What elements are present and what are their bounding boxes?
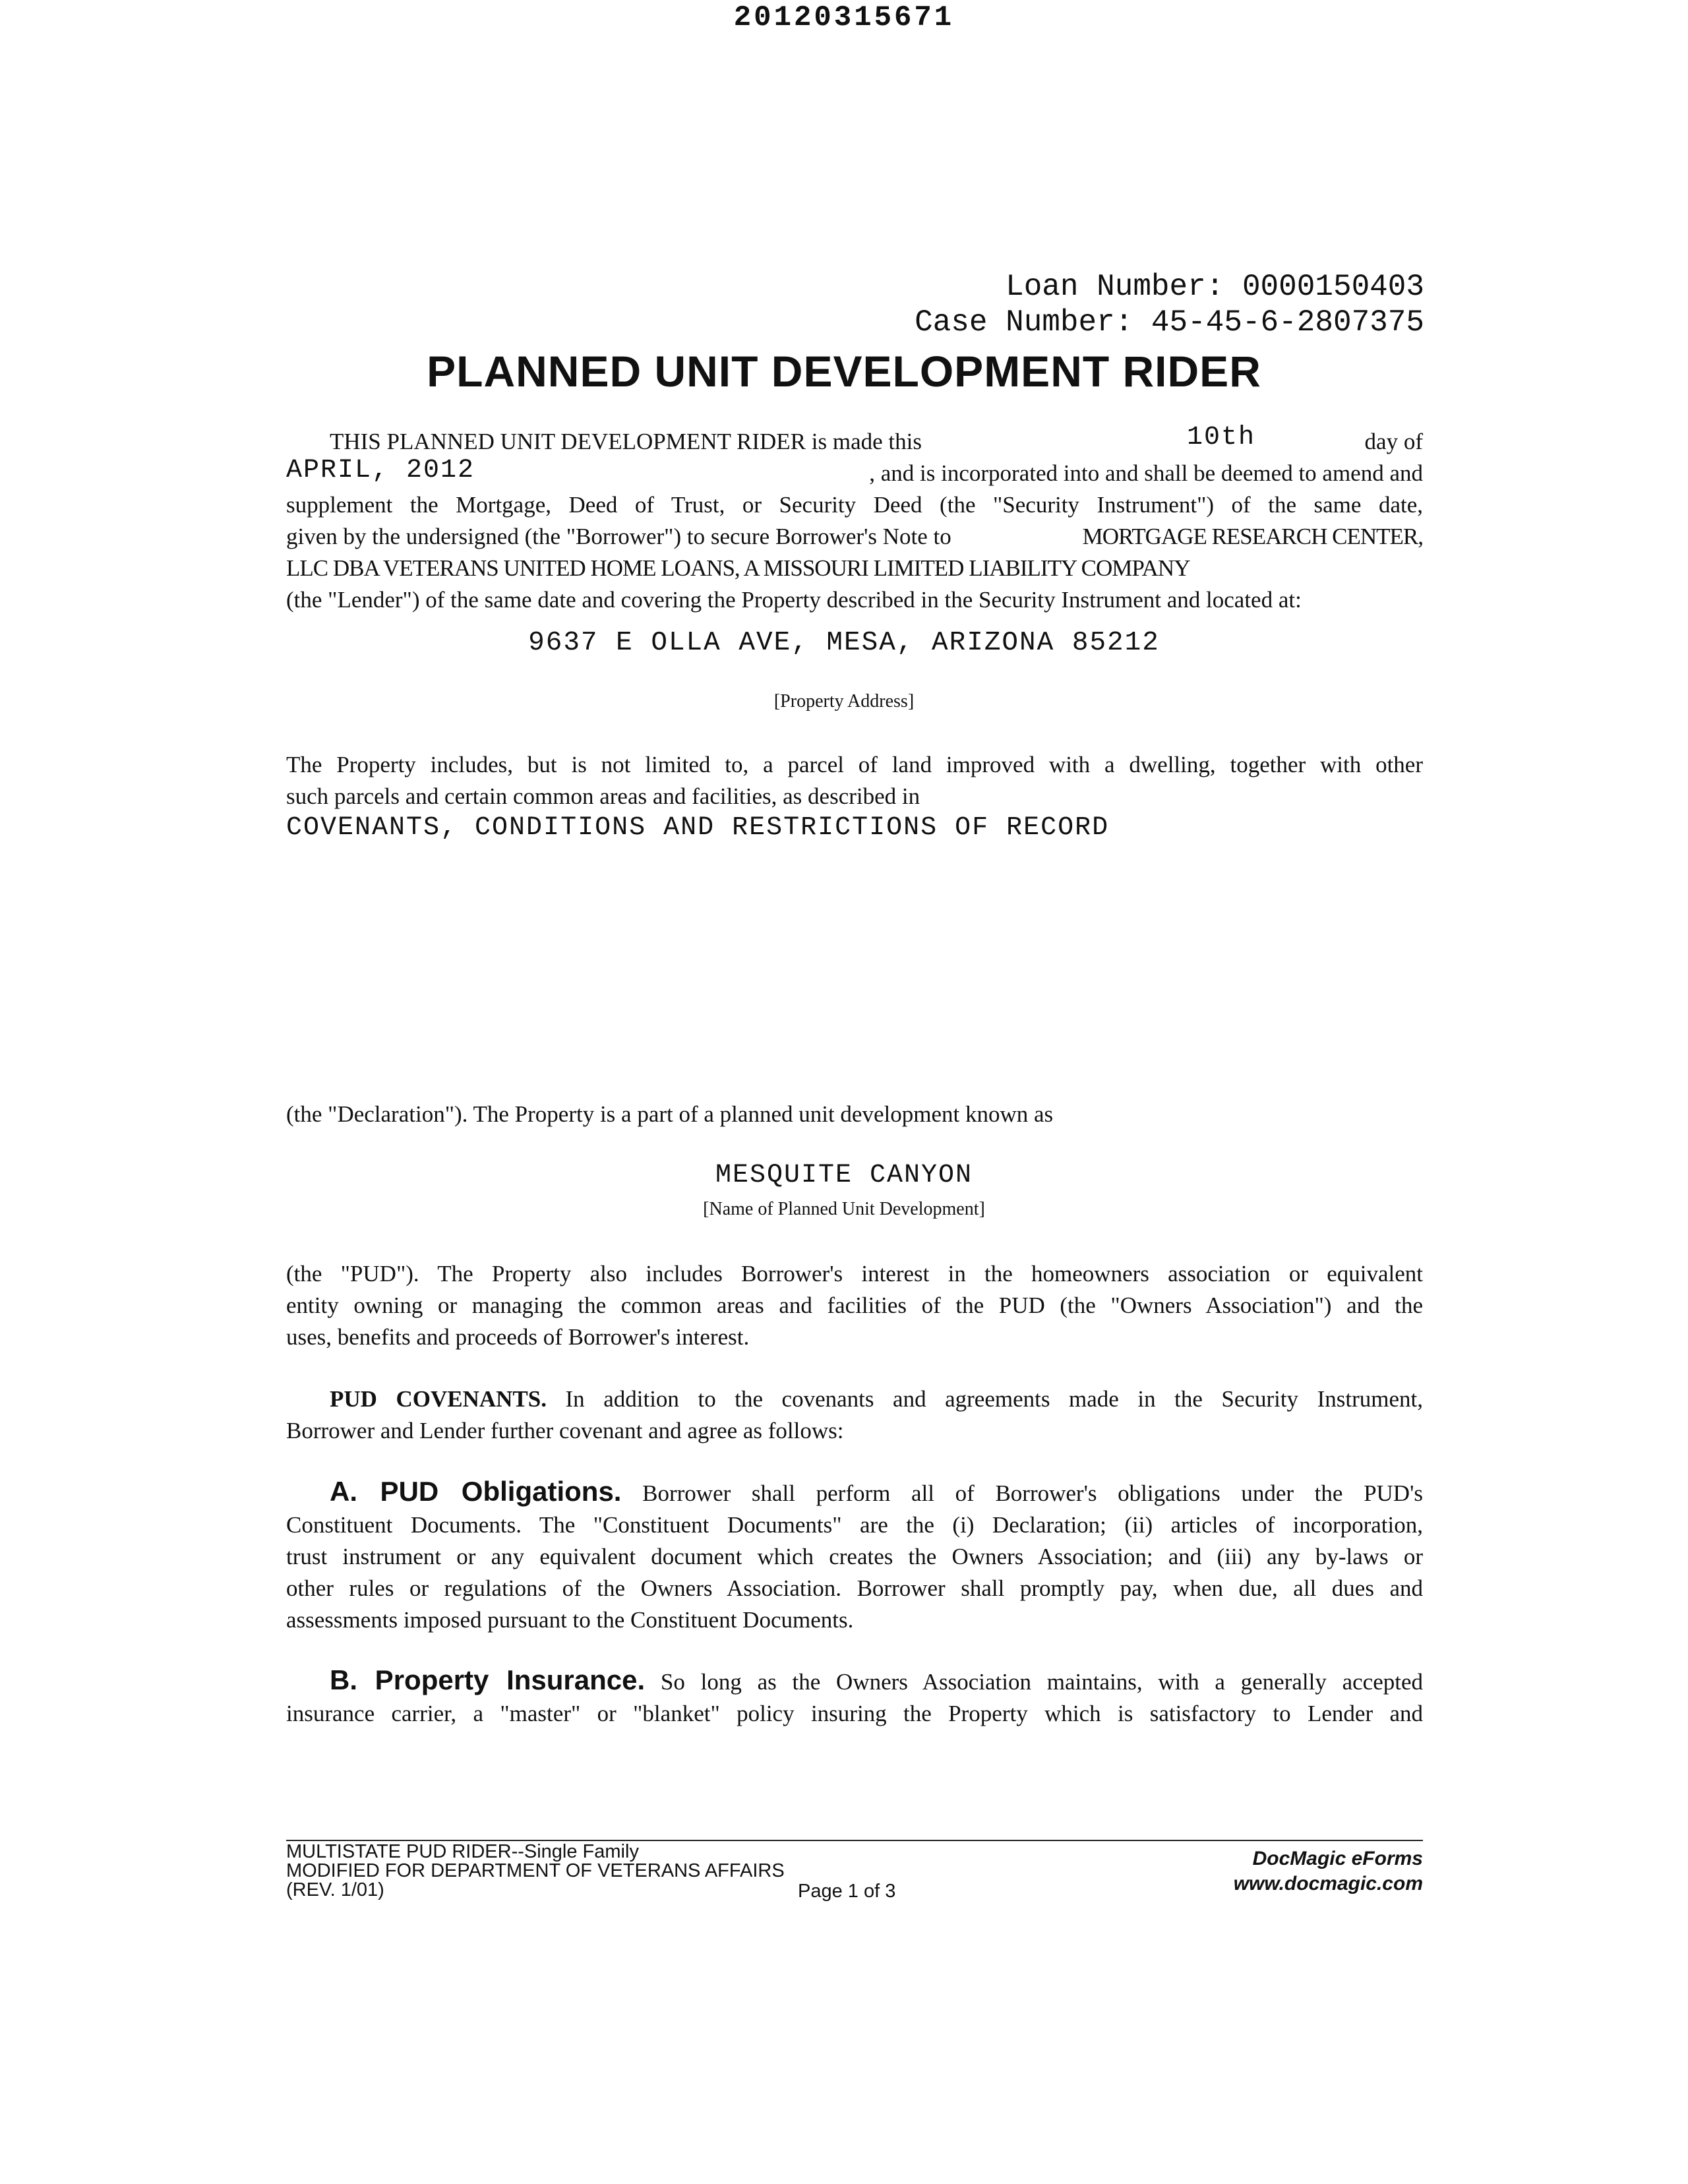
docmagic-url: www.docmagic.com	[1233, 1873, 1423, 1895]
intro-made-this: THIS PLANNED UNIT DEVELOPMENT RIDER is made this	[330, 429, 922, 454]
pud-line-1: (the "PUD"). The Property also includes Borrower's interest in the homeowners association or equivalent	[286, 1261, 1423, 1287]
section-b	[286, 1664, 1423, 1730]
declaration-closing: (the "Declaration"). The Property is a part of a planned unit development known as	[286, 1101, 1054, 1127]
section-b-heading: B. Property Insurance.	[330, 1664, 646, 1695]
covenants-heading: PUD COVENANTS.	[330, 1386, 547, 1412]
intro-incorporated: , and is incorporated into and shall be deemed to amend and	[869, 460, 1423, 486]
intro-note-to: given by the undersigned (the "Borrower") to secure Borrower's Note to	[286, 524, 951, 549]
covenants-paragraph	[286, 1383, 1423, 1447]
footer-brand	[1234, 1846, 1423, 1896]
section-a-line-5: assessments imposed pursuant to the Constituent Documents.	[286, 1607, 854, 1633]
covenants-text-1: In addition to the covenants and agreements made in the Security Instrument,	[565, 1386, 1423, 1412]
declaration-line-2: such parcels and certain common areas and facilities, as described in	[286, 783, 920, 809]
declaration-value: COVENANTS, CONDITIONS AND RESTRICTIONS OF RECORD	[286, 813, 1110, 843]
loan-number: Loan Number: 0000150403	[1006, 270, 1424, 304]
section-a-line-2: Constituent Documents. The "Constituent Documents" are the (i) Declaration; (ii) articles of incorporation,	[286, 1512, 1423, 1538]
section-a-line-3: trust instrument or any equivalent document which creates the Owners Association; and (iii) any by-laws or	[286, 1544, 1423, 1569]
footer-line-2: MODIFIED FOR DEPARTMENT OF VETERANS AFFAIRS	[286, 1860, 785, 1881]
section-a-text-1: Borrower shall perform all of Borrower's obligations under the PUD's	[642, 1480, 1424, 1506]
footer-line-1: MULTISTATE PUD RIDER--Single Family	[286, 1841, 639, 1862]
declaration-line-1: The Property includes, but is not limited to, a parcel of land improved with a dwelling, together with other	[286, 752, 1423, 777]
docmagic-logo: DocMagic eForms	[1252, 1848, 1423, 1869]
intro-month-year: APRIL, 2012	[286, 456, 475, 485]
intro-day: 10th	[1187, 423, 1256, 452]
pud-line-2: entity owning or managing the common areas and facilities of the PUD (the "Owners Association") and the	[286, 1292, 1423, 1318]
intro-line-6: (the "Lender") of the same date and covering the Property described in the Security Instrument and located at:	[286, 587, 1302, 613]
intro-line-1	[286, 423, 1423, 458]
section-a-heading: A. PUD Obligations.	[330, 1476, 622, 1507]
property-address: 9637 E OLLA AVE, MESA, ARIZONA 85212	[528, 628, 1160, 658]
intro-line-3: supplement the Mortgage, Deed of Trust, or Security Deed (the "Security Instrument") of the same date,	[286, 492, 1423, 518]
covenants-line-1	[286, 1383, 1423, 1415]
section-b-line-1	[286, 1664, 1423, 1698]
declaration-paragraph	[286, 749, 1423, 844]
page-number: Page 1 of 3	[798, 1881, 896, 1902]
loan-case-numbers	[915, 269, 1424, 340]
recording-number: 20120315671	[733, 1, 955, 34]
section-a-line-4: other rules or regulations of the Owners Association. Borrower shall promptly pay, when due, all dues and	[286, 1575, 1423, 1601]
pud-name: MESQUITE CANYON	[715, 1161, 973, 1190]
pud-paragraph	[286, 1258, 1423, 1353]
page-title: PLANNED UNIT DEVELOPMENT RIDER	[427, 347, 1261, 396]
pud-name-caption: [Name of Planned Unit Development]	[703, 1199, 985, 1219]
section-b-line-2: insurance carrier, a "master" or "blanket" policy insuring the Property which is satisfactory to Lender and	[286, 1701, 1423, 1726]
lender-name-line-1: MORTGAGE RESEARCH CENTER,	[1082, 524, 1423, 549]
intro-paragraph	[286, 423, 1423, 616]
section-a-line-1	[286, 1476, 1423, 1509]
section-a	[286, 1476, 1423, 1636]
footer-form-info	[286, 1842, 785, 1900]
section-b-text-1: So long as the Owners Association maintains, with a generally accepted	[660, 1669, 1423, 1695]
case-number: Case Number: 45-45-6-2807375	[915, 305, 1424, 340]
intro-day-of: day of	[1364, 429, 1423, 454]
intro-line-4	[286, 521, 1423, 553]
intro-line-2	[286, 458, 1423, 489]
property-address-caption: [Property Address]	[773, 691, 915, 712]
lender-name-line-2: LLC DBA VETERANS UNITED HOME LOANS, A MISSOURI LIMITED LIABILITY COMPANY	[286, 555, 1190, 581]
covenants-line-2: Borrower and Lender further covenant and agree as follows:	[286, 1418, 844, 1443]
footer-line-3: (REV. 1/01)	[286, 1879, 384, 1900]
pud-line-3: uses, benefits and proceeds of Borrower's interest.	[286, 1324, 750, 1350]
